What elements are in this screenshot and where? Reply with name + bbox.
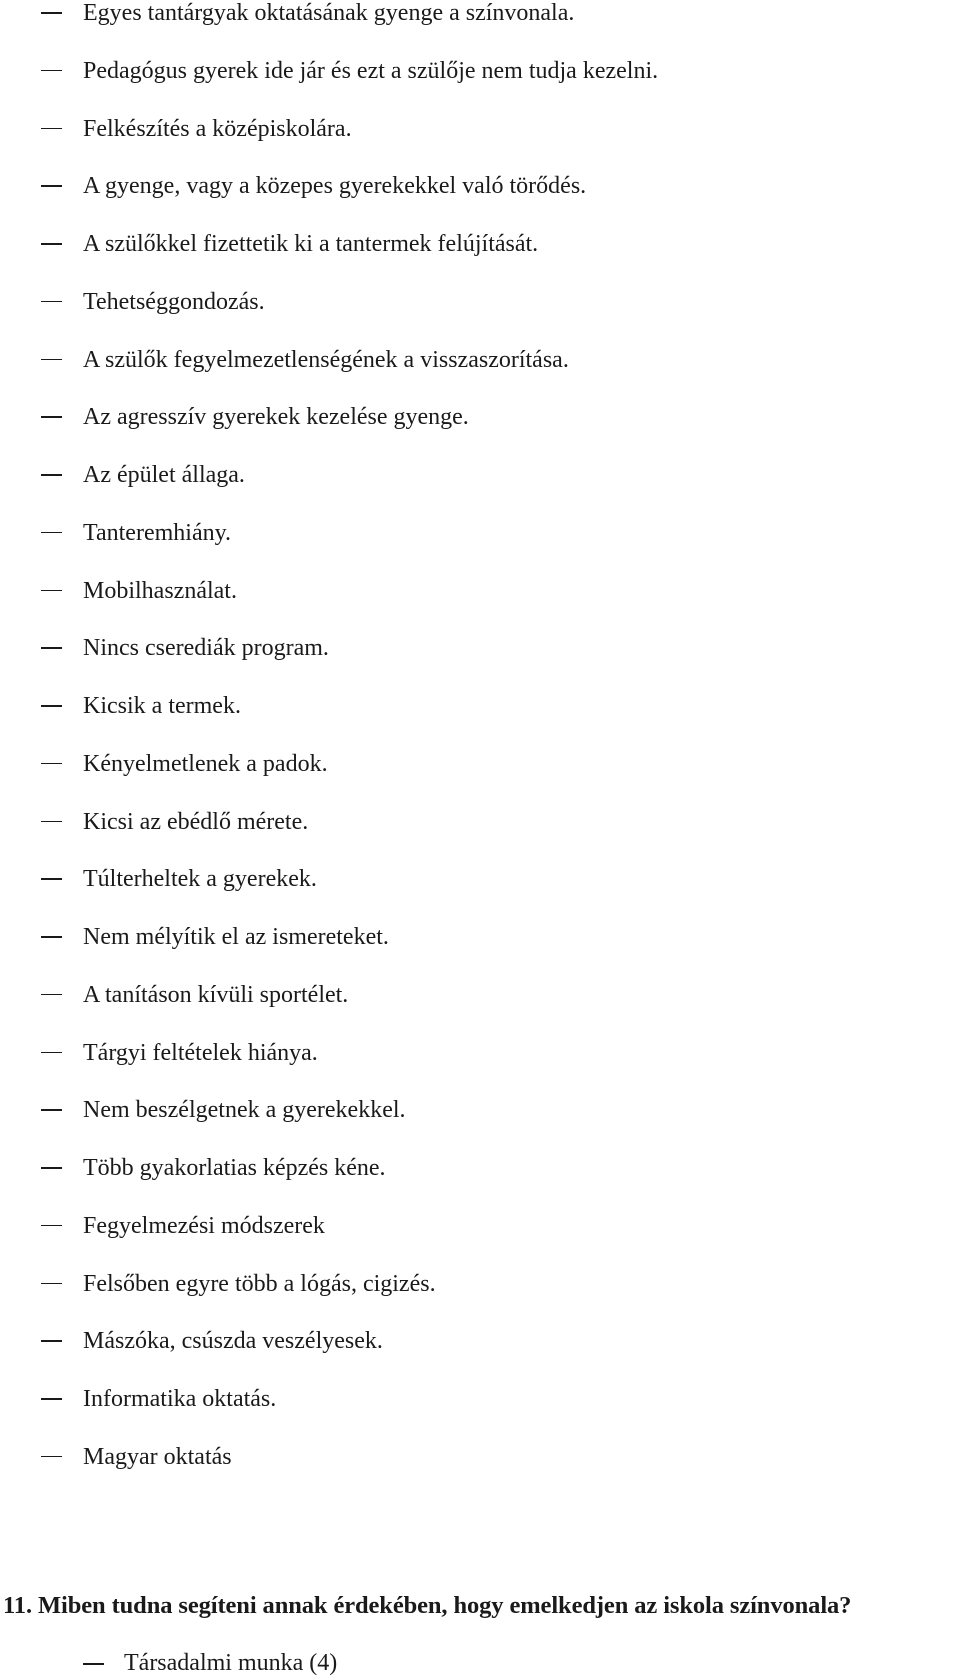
list-item-text: A szülők fegyelmezetlenségének a visszaszorítása. (83, 346, 569, 373)
list-item-text: Az agresszív gyerekek kezelése gyenge. (83, 404, 469, 431)
dash-bullet-icon (41, 647, 62, 649)
list-item-text: Nem mélyítik el az ismereteket. (83, 924, 389, 950)
dash-bullet-icon (41, 474, 62, 476)
dash-bullet-icon (41, 590, 62, 592)
dash-bullet-icon (41, 1340, 62, 1342)
dash-bullet-icon (41, 705, 62, 707)
dash-bullet-icon (41, 301, 62, 303)
dash-bullet-icon (41, 359, 62, 361)
list-item-text: Több gyakorlatias képzés kéne. (83, 1155, 386, 1181)
list-item-text: Informatika oktatás. (83, 1386, 277, 1412)
list-item-text: Mászóka, csúszda veszélyesek. (83, 1328, 383, 1355)
dash-bullet-icon (41, 878, 62, 880)
list-item-text: Magyar oktatás (83, 1443, 232, 1470)
list-item-text: Kicsik a termek. (83, 693, 241, 719)
dash-bullet-icon (41, 12, 62, 14)
list-item-text: Egyes tantárgyak oktatásának gyenge a színvonala. (83, 0, 575, 26)
dash-bullet-icon (41, 1398, 62, 1400)
dash-bullet-icon (41, 821, 62, 823)
dash-bullet-icon (41, 1109, 62, 1111)
list-item-text: Nem beszélgetnek a gyerekekkel. (83, 1097, 406, 1124)
dash-bullet-icon (41, 763, 62, 765)
list-item-text: Tanteremhiány. (83, 519, 232, 546)
list-item-text: Mobilhasználat. (83, 577, 237, 604)
dash-bullet-icon (41, 936, 62, 938)
list-item-text: Felkészítés a középiskolára. (83, 115, 352, 142)
dash-bullet-icon (41, 532, 62, 534)
dash-bullet-icon (41, 994, 62, 996)
dash-bullet-icon (41, 1456, 62, 1458)
list-item-text: A gyenge, vagy a közepes gyerekekkel való törődés. (83, 173, 587, 200)
list-item-text: Pedagógus gyerek ide jár és ezt a szülője nem tudja kezelni. (83, 57, 659, 84)
list-item-text: A tanításon kívüli sportélet. (83, 981, 349, 1008)
dash-bullet-icon (41, 243, 62, 245)
list-item-text: A szülőkkel fizettetik ki a tantermek felújítását. (83, 231, 539, 257)
dash-bullet-icon (83, 1663, 104, 1665)
dash-bullet-icon (41, 416, 62, 418)
list-item-text: Túlterheltek a gyerekek. (83, 866, 317, 893)
dash-bullet-icon (41, 128, 62, 130)
dash-bullet-icon (41, 1167, 62, 1169)
list-item-text: Tehetséggondozás. (83, 288, 265, 315)
list-item-text: Felsőben egyre több a lógás, cigizés. (83, 1270, 436, 1297)
list-item-text: Kényelmetlenek a padok. (83, 750, 328, 777)
list-item-text: Fegyelmezési módszerek (83, 1212, 325, 1239)
dash-bullet-icon (41, 1225, 62, 1227)
list-item-text: Kicsi az ebédlő mérete. (83, 808, 309, 835)
question-heading: 11. Miben tudna segíteni annak érdekében, hogy emelkedjen az iskola színvonala? (3, 1592, 852, 1619)
answer-item-text: Társadalmi munka (4) (124, 1650, 338, 1676)
list-item-text: Tárgyi feltételek hiánya. (83, 1039, 318, 1066)
dash-bullet-icon (41, 70, 62, 72)
dash-bullet-icon (41, 185, 62, 187)
dash-bullet-icon (41, 1052, 62, 1054)
list-item-text: Nincs cserediák program. (83, 635, 329, 662)
dash-bullet-icon (41, 1283, 62, 1285)
list-item-text: Az épület állaga. (83, 462, 245, 488)
